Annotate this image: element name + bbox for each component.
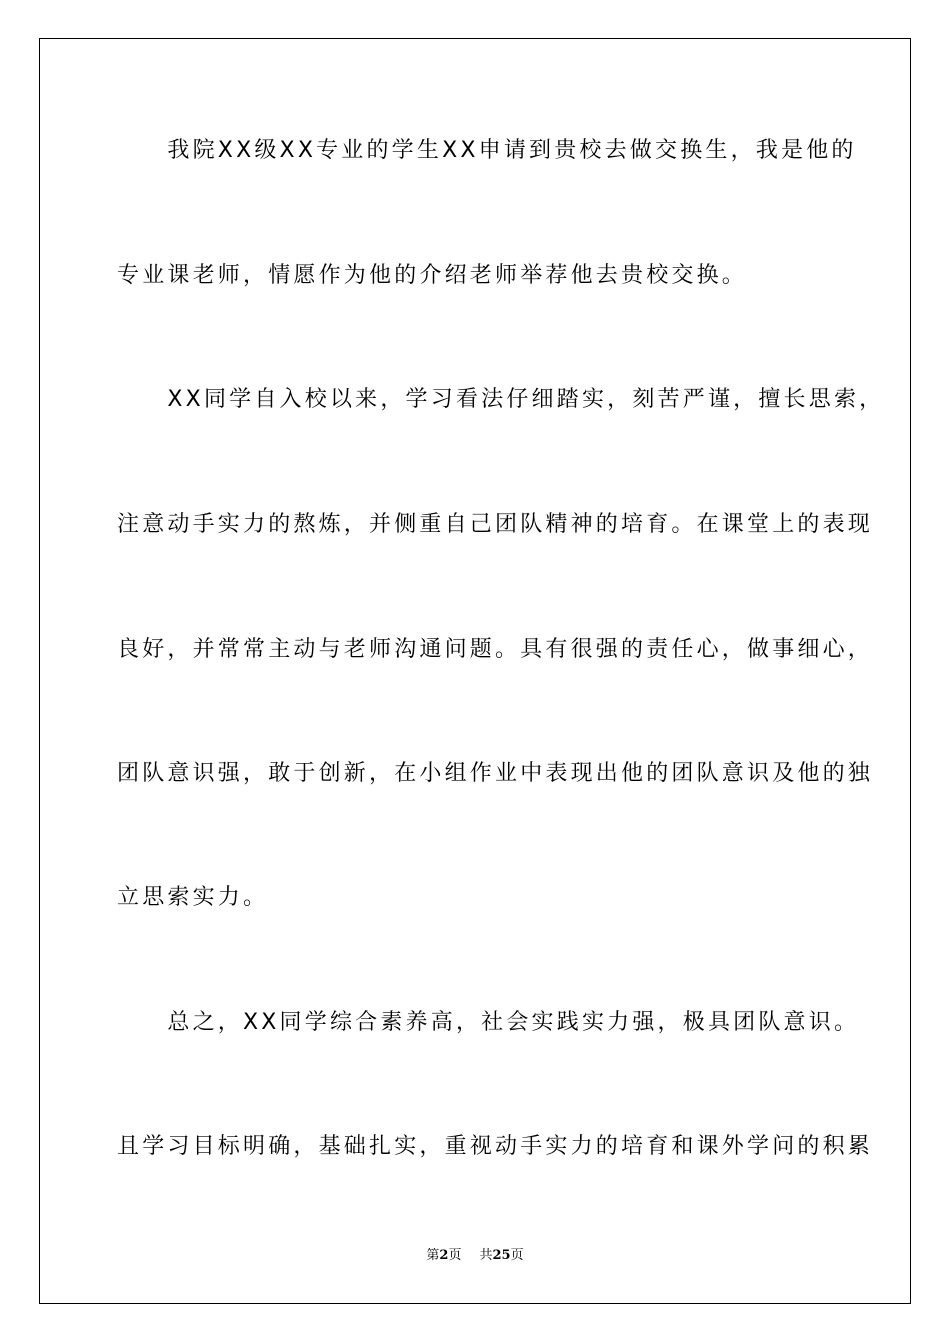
body-line-5: 良好，并常常主动与老师沟通问题。具有很强的责任心，做事细心， <box>117 637 874 662</box>
body-line-3: XX同学自入校以来，学习看法仔细踏实，刻苦严谨，擅长思索， <box>117 387 885 412</box>
footer-total-pages: 25 <box>492 1248 511 1263</box>
footer-total-prefix: 共 <box>479 1248 493 1263</box>
footer-page-prefix: 第 <box>426 1248 440 1263</box>
page-border <box>39 38 911 1304</box>
body-line-9: 且学习目标明确，基础扎实，重视动手实力的培育和课外学问的积累 <box>117 1134 874 1159</box>
body-line-2: 专业课老师，情愿作为他的介绍老师举荐他去贵校交换。 <box>117 263 748 288</box>
page-footer <box>0 1246 950 1266</box>
footer-page-suffix: 页 <box>448 1248 462 1263</box>
footer-page-number: 2 <box>439 1248 449 1263</box>
footer-total-suffix: 页 <box>510 1248 524 1263</box>
body-line-6: 团队意识强，敢于创新，在小组作业中表现出他的团队意识及他的独 <box>117 761 874 786</box>
body-line-8: 总之，XX同学综合素养高，社会实践实力强，极具团队意识。 <box>117 1010 860 1035</box>
body-line-7: 立思索实力。 <box>117 885 269 910</box>
body-line-4: 注意动手实力的熬炼，并侧重自己团队精神的培育。在课堂上的表现 <box>117 512 874 537</box>
body-line-1: 我院XX级XX专业的学生XX申请到贵校去做交换生，我是他的 <box>117 138 857 163</box>
